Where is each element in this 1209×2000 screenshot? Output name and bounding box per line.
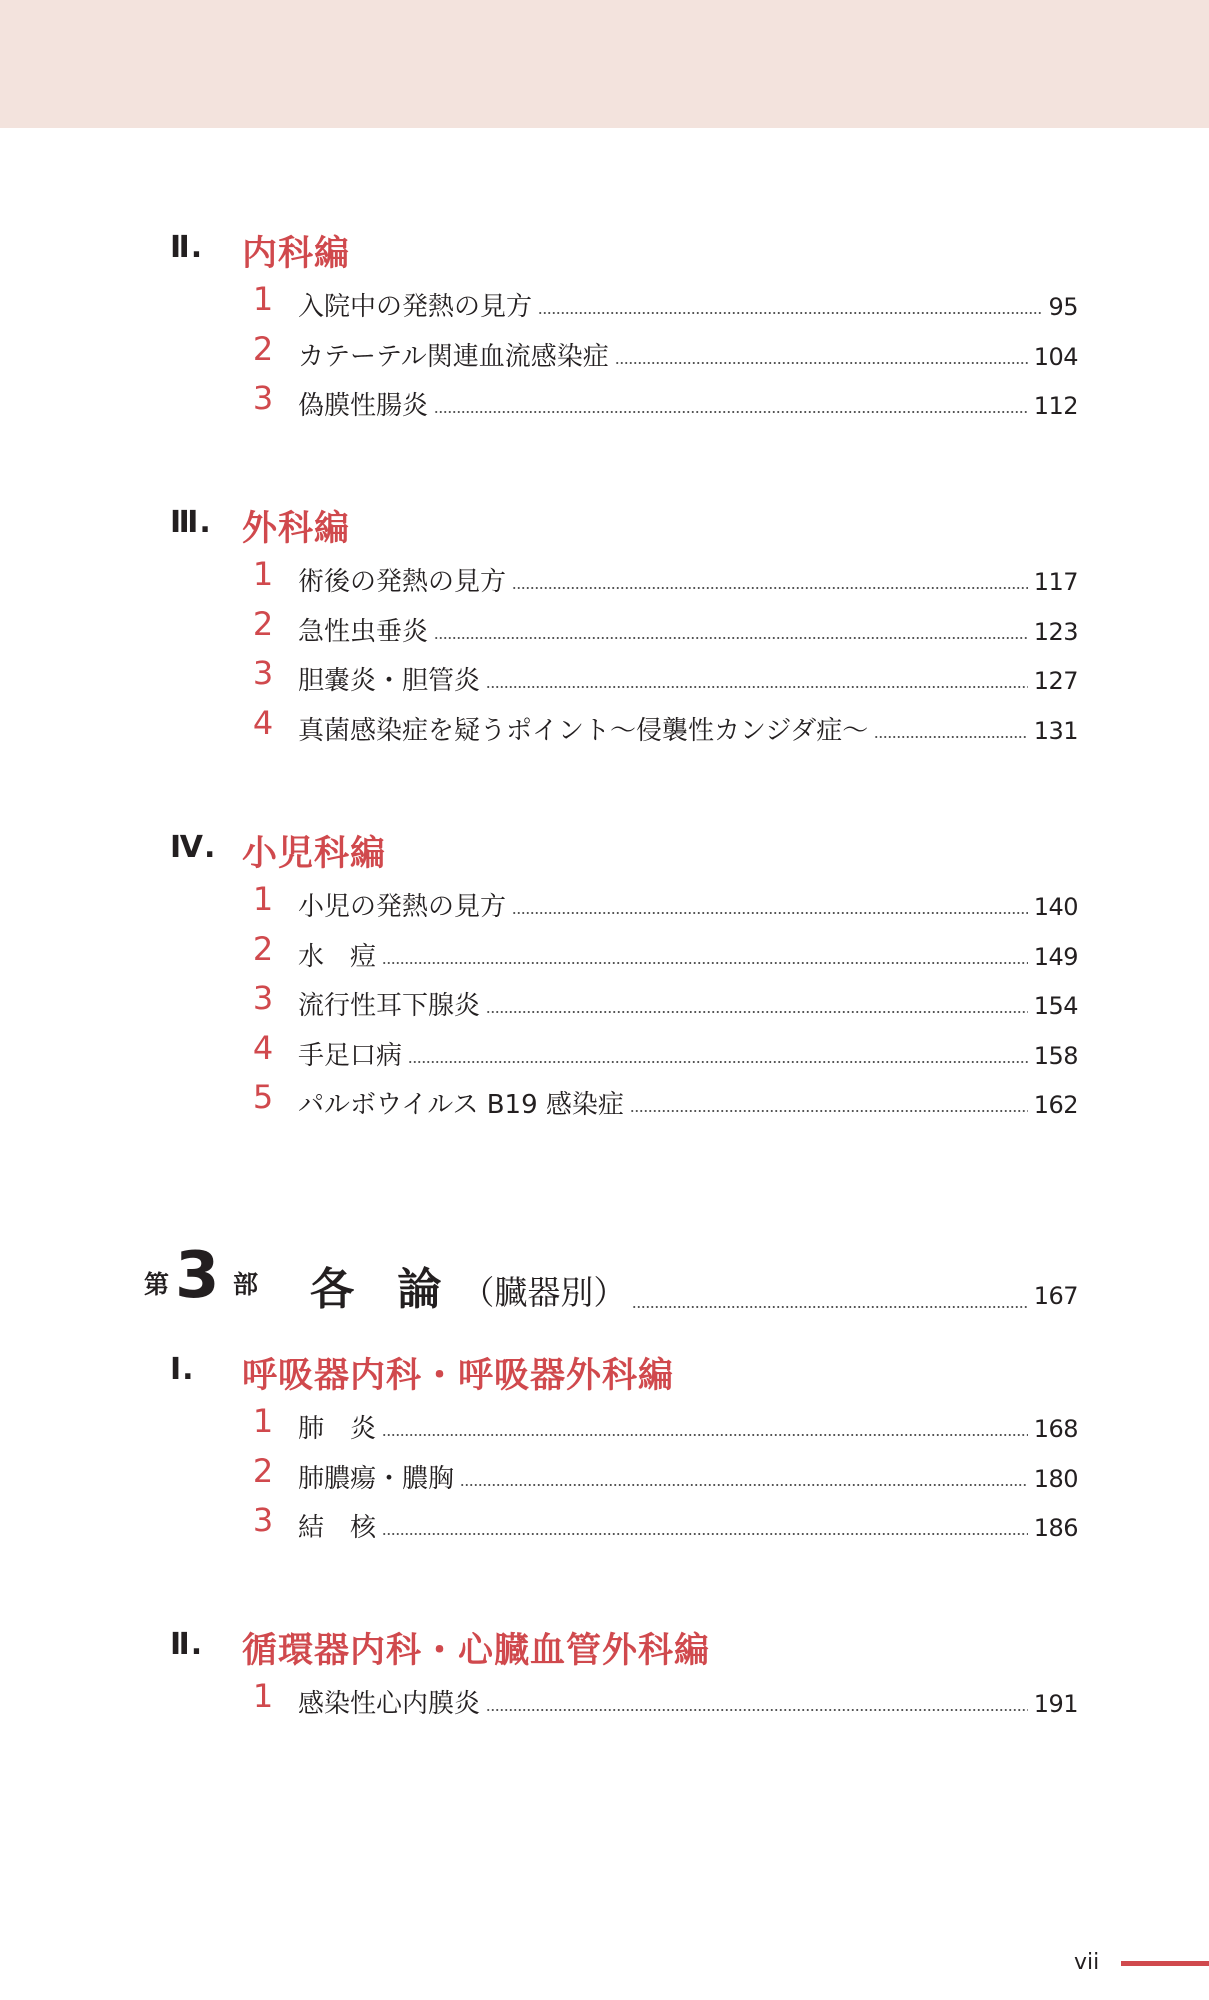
toc-entry[interactable] [0, 878, 1209, 928]
section-title: 内科編 [242, 234, 351, 274]
entry-number: 1 [252, 1677, 274, 1715]
entry-number: 3 [252, 379, 274, 417]
entry-number: 3 [252, 654, 274, 692]
toc-entry[interactable] [0, 977, 1209, 1027]
part-prefix: 第 [144, 1270, 170, 1299]
leader-dots [382, 962, 1028, 964]
leader-dots [630, 1110, 1028, 1112]
leader-dots [538, 312, 1042, 314]
toc-section [0, 222, 1209, 427]
section-title: 小児科編 [242, 834, 387, 874]
entry-title: 小児の発熱の見方 [298, 892, 507, 922]
section-numeral: Ⅳ. [170, 830, 217, 865]
part-subtitle: （臓器別） [461, 1273, 627, 1312]
entry-number: 1 [252, 1402, 274, 1440]
entry-number: 1 [252, 280, 274, 318]
leader-dots [408, 1061, 1028, 1063]
leader-dots [434, 411, 1028, 413]
entry-page: 191 [1033, 1690, 1078, 1718]
toc-entry[interactable] [0, 1027, 1209, 1077]
leader-dots [434, 637, 1028, 639]
entry-number: 2 [252, 329, 274, 368]
leader-dots [382, 1533, 1028, 1535]
section-numeral: Ⅲ. [170, 505, 212, 540]
part-title: 各 論 [310, 1264, 456, 1315]
leader-dots [512, 912, 1028, 914]
entry-page: 104 [1033, 342, 1078, 371]
page-number-bar [1121, 1961, 1209, 1966]
toc-entry[interactable] [0, 652, 1209, 702]
entry-number: 5 [252, 1078, 274, 1116]
toc-entry[interactable] [0, 553, 1209, 603]
leader-dots [632, 1306, 1027, 1308]
entry-title: 入院中の発熱の見方 [298, 292, 533, 322]
entry-number: 2 [252, 604, 274, 643]
entry-number: 4 [252, 1028, 274, 1067]
section-heading [0, 822, 1209, 878]
entry-title: 感染性心内膜炎 [298, 1689, 481, 1719]
toc-entry[interactable] [0, 1076, 1209, 1126]
entry-title: 手足口病 [298, 1040, 403, 1071]
toc-section [0, 822, 1209, 1126]
entry-title: 結 核 [298, 1513, 377, 1543]
part-suffix: 部 [233, 1270, 259, 1299]
section-title: 循環器内科・心臓血管外科編 [242, 1631, 711, 1671]
entry-title: 真菌感染症を疑うポイント～侵襲性カンジダ症～ [298, 715, 869, 746]
section-title: 呼吸器内科・呼吸器外科編 [242, 1356, 675, 1396]
leader-dots [615, 362, 1028, 364]
entry-page: 180 [1033, 1464, 1078, 1493]
leader-dots [382, 1434, 1028, 1436]
part-heading[interactable] [0, 1239, 1209, 1315]
leader-dots [460, 1484, 1028, 1486]
entry-title: カテーテル関連血流感染症 [298, 341, 609, 372]
entry-page: 186 [1033, 1514, 1078, 1542]
toc-section [0, 1344, 1209, 1549]
leader-dots [486, 1011, 1028, 1013]
section-heading [0, 1619, 1209, 1675]
toc-entry[interactable] [0, 1400, 1209, 1450]
header-band [0, 0, 1209, 128]
entry-page: 112 [1033, 392, 1078, 420]
entry-page: 158 [1033, 1041, 1078, 1070]
section-heading [0, 222, 1209, 278]
section-numeral: Ⅱ. [170, 1627, 204, 1662]
entry-page: 95 [1048, 293, 1078, 321]
toc-entry[interactable] [0, 1675, 1209, 1725]
section-numeral: Ⅰ. [170, 1352, 195, 1387]
entry-title: 肺膿瘍・膿胸 [298, 1463, 455, 1494]
toc-entry[interactable] [0, 377, 1209, 427]
entry-number: 1 [252, 555, 274, 593]
part-number: 3 [175, 1239, 220, 1313]
entry-number: 4 [252, 703, 274, 742]
toc-entry[interactable] [0, 1450, 1209, 1500]
entry-page: 168 [1033, 1415, 1078, 1443]
entry-page: 127 [1033, 667, 1078, 695]
entry-page: 162 [1033, 1091, 1078, 1119]
page-number: vii [1074, 1950, 1100, 1975]
toc-entry[interactable] [0, 702, 1209, 752]
entry-page: 117 [1033, 568, 1078, 596]
entry-title: 胆嚢炎・胆管炎 [298, 666, 481, 696]
entry-number: 3 [252, 1501, 274, 1539]
leader-dots [486, 686, 1028, 688]
entry-title: 術後の発熱の見方 [298, 567, 507, 597]
toc-section [0, 497, 1209, 751]
leader-dots [874, 736, 1027, 738]
toc-entry[interactable] [0, 928, 1209, 978]
leader-dots [512, 587, 1028, 589]
leader-dots [486, 1709, 1028, 1711]
entry-page: 140 [1033, 893, 1078, 921]
toc-entry[interactable] [0, 278, 1209, 328]
part-page: 167 [1033, 1282, 1078, 1310]
entry-page: 123 [1033, 617, 1078, 646]
section-title: 外科編 [242, 509, 351, 549]
toc-entry[interactable] [0, 328, 1209, 378]
toc-entry[interactable] [0, 603, 1209, 653]
entry-title: 流行性耳下腺炎 [298, 991, 481, 1021]
entry-title: 急性虫垂炎 [298, 616, 429, 647]
entry-page: 149 [1033, 942, 1078, 971]
section-heading [0, 497, 1209, 553]
entry-number: 3 [252, 979, 274, 1017]
entry-number: 2 [252, 1451, 274, 1490]
entry-title: 水 痘 [298, 941, 377, 972]
section-numeral: Ⅱ. [170, 230, 204, 265]
entry-page: 154 [1033, 992, 1078, 1020]
entry-number: 2 [252, 929, 274, 968]
entry-page: 131 [1033, 716, 1078, 745]
entry-title: 偽膜性腸炎 [298, 391, 429, 421]
entry-title: 肺 炎 [298, 1414, 377, 1444]
section-heading [0, 1344, 1209, 1400]
entry-number: 1 [252, 880, 274, 918]
toc-section [0, 1619, 1209, 1725]
entry-title: パルボウイルス B19 感染症 [298, 1090, 624, 1120]
toc-entry[interactable] [0, 1499, 1209, 1549]
